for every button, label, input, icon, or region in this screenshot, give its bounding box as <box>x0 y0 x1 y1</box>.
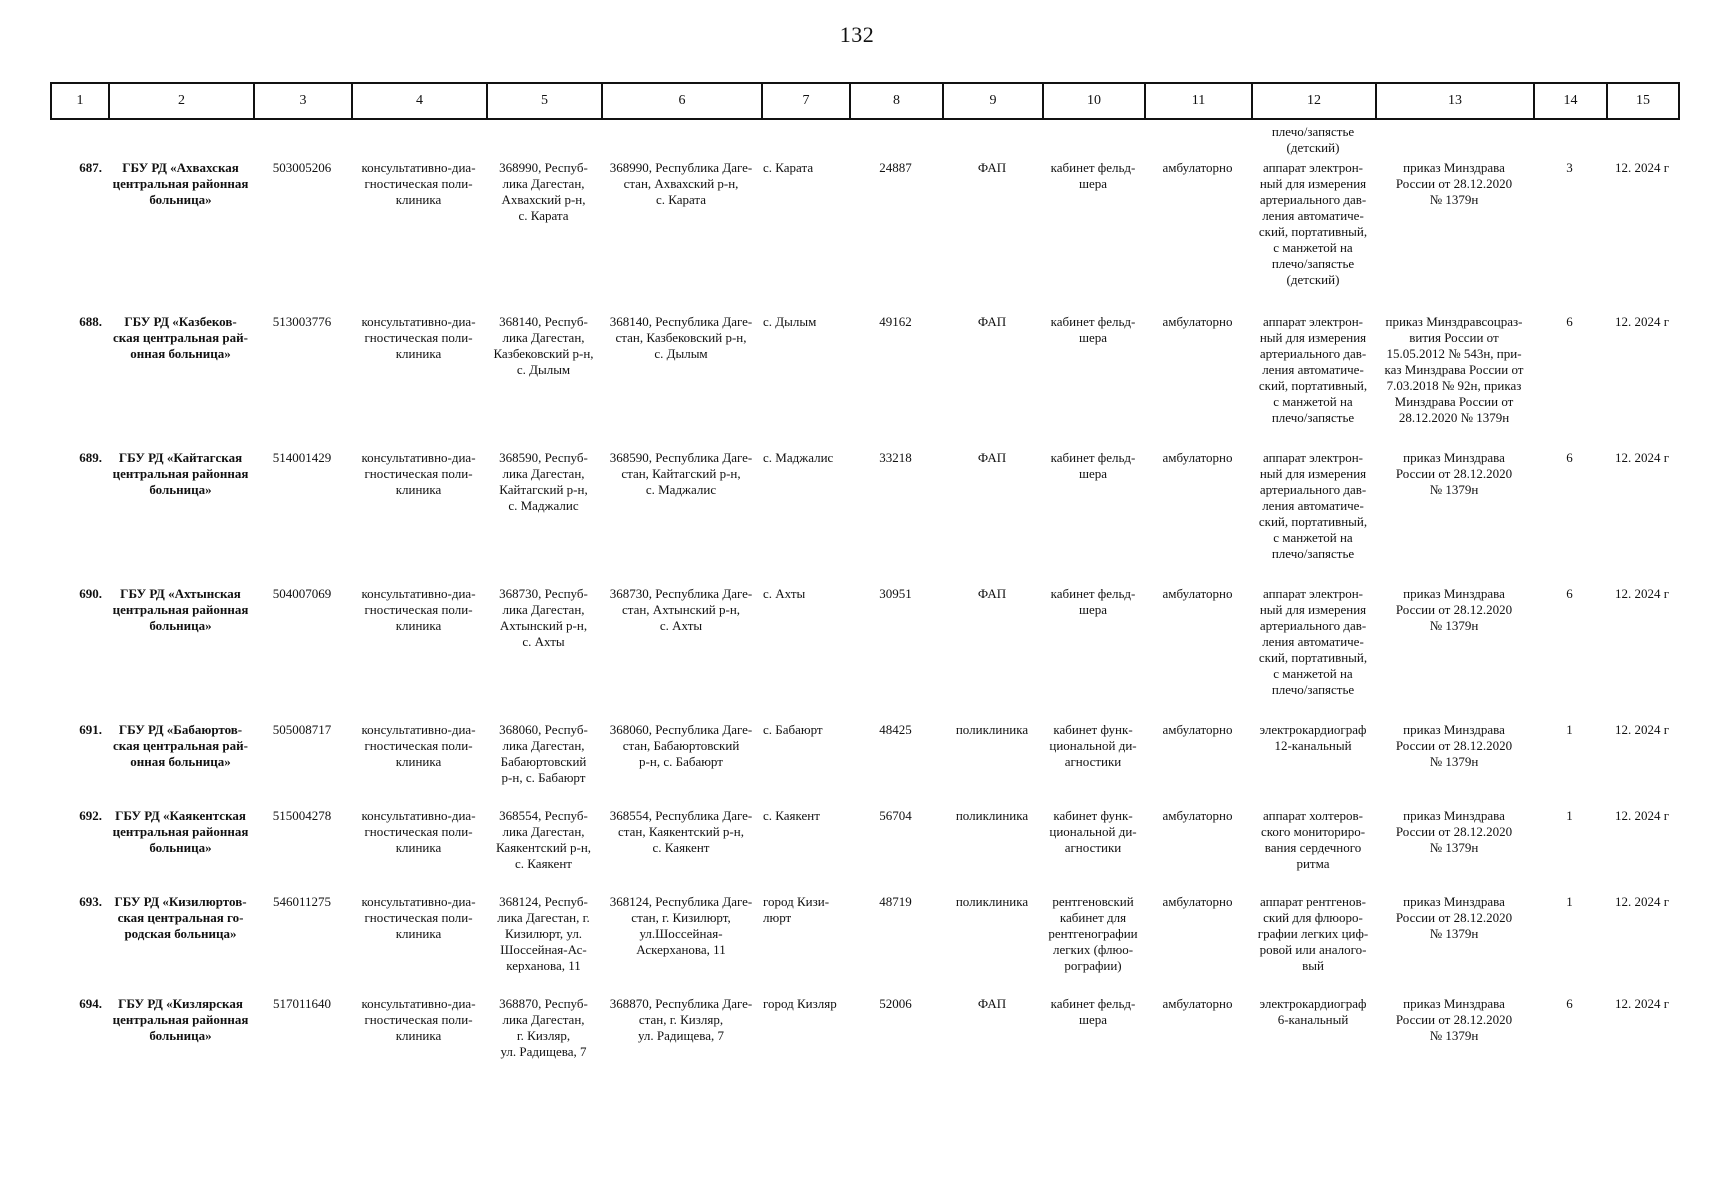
cell-col-10: кабинет фельд- шера <box>1050 996 1136 1027</box>
cell-col-12: аппарат электрон- ный для измерения артериального дав- ления автоматиче- ский, портативный, с манжетой на плечо/запястье <box>1258 450 1368 561</box>
data-table <box>50 124 1678 1076</box>
cell-col-9: ФАП <box>977 314 1007 329</box>
cell-col-8: 52006 <box>879 996 912 1011</box>
cell-col-2: ГБУ РД «Кизлярская центральная районная больница» <box>112 996 249 1043</box>
cell-col-4: консультативно-диа- гностическая поли- клиника <box>361 996 476 1043</box>
cell-col-5: 368990, Респуб- лика Дагестан, Ахвахский р-н, с. Карата <box>499 160 588 223</box>
cell-col-6: 368730, Республика Даге- стан, Ахтынский р-н, с. Ахты <box>609 586 753 633</box>
cell-col-3: 513003776 <box>272 314 332 329</box>
cell-col-7: город Кизи- люрт <box>763 894 830 925</box>
continuation-row <box>50 124 1678 160</box>
cell-col-13: приказ Минздрава России от 28.12.2020 № 1379н <box>1395 808 1513 855</box>
cell-col-11: амбулаторно <box>1162 450 1233 465</box>
cell-col-1: 689. <box>79 450 102 465</box>
cell-col-3: 515004278 <box>272 808 332 823</box>
cell-col-14: 6 <box>1566 586 1573 601</box>
cell-col-12: электрокардиограф 12-канальный <box>1259 722 1367 753</box>
cell-col-1: 687. <box>79 160 102 175</box>
column-header-14: 14 <box>1534 83 1607 119</box>
cell-col-5: 368730, Респуб- лика Дагестан, Ахтынский р-н, с. Ахты <box>499 586 588 649</box>
cell-col-13: приказ Минздравсоцраз- вития России от 15.05.2012 № 543н, при- каз Минздрава России от 7.03.2018 № 92н, приказ Минздрава России от 28.12.2020 № 1379н <box>1384 314 1524 425</box>
cell-col-7: с. Бабаюрт <box>763 722 823 737</box>
cell-col-8: 24887 <box>879 160 912 175</box>
cell-col-6: 368590, Республика Даге- стан, Кайтагский р-н, с. Маджалис <box>609 450 753 497</box>
table-row <box>50 586 1678 722</box>
cell-col-11: амбулаторно <box>1162 996 1233 1011</box>
column-header-5: 5 <box>487 83 602 119</box>
cell-col-13: приказ Минздрава России от 28.12.2020 № 1379н <box>1395 160 1513 207</box>
cell-col-3: 505008717 <box>272 722 332 737</box>
cell-col-13: приказ Минздрава России от 28.12.2020 № 1379н <box>1395 722 1513 769</box>
cell-col-15: 12. 2024 г <box>1614 894 1670 909</box>
cell-col-7: с. Маджалис <box>763 450 834 465</box>
cell-col-7: с. Карата <box>763 160 814 175</box>
column-header-10: 10 <box>1043 83 1145 119</box>
cell-col-1: 691. <box>79 722 102 737</box>
cell-col-1: 690. <box>79 586 102 601</box>
cell-col-13: приказ Минздрава России от 28.12.2020 № 1379н <box>1395 450 1513 497</box>
cell-col-6: 368140, Республика Даге- стан, Казбековский р-н, с. Дылым <box>609 314 753 361</box>
cell-col-10: кабинет фельд- шера <box>1050 586 1136 617</box>
table-row <box>50 450 1678 586</box>
cell-col-3: 517011640 <box>272 996 332 1011</box>
cell-col-15: 12. 2024 г <box>1614 808 1670 823</box>
column-header-7: 7 <box>762 83 850 119</box>
cell-col-11: амбулаторно <box>1162 160 1233 175</box>
cell-col-6: 368870, Республика Даге- стан, г. Кизляр, ул. Радищева, 7 <box>609 996 753 1043</box>
cell-col-11: амбулаторно <box>1162 894 1233 909</box>
cell-col-7: с. Дылым <box>763 314 817 329</box>
column-header-9: 9 <box>943 83 1043 119</box>
cell-col-11: амбулаторно <box>1162 722 1233 737</box>
cell-col-1: 692. <box>79 808 102 823</box>
cell-col-15: 12. 2024 г <box>1614 722 1670 737</box>
cell-col-15: 12. 2024 г <box>1614 586 1670 601</box>
cell-col-10: кабинет фельд- шера <box>1050 450 1136 481</box>
cell-col-6: 368060, Республика Даге- стан, Бабаюртовский р-н, с. Бабаюрт <box>609 722 753 769</box>
cell-col-15: 12. 2024 г <box>1614 450 1670 465</box>
cell-col-2: ГБУ РД «Кизилюртов- ская центральная го- родская больница» <box>114 894 247 941</box>
column-header-6: 6 <box>602 83 762 119</box>
cell-col-7: с. Ахты <box>763 586 806 601</box>
cell-col-9: поликлиника <box>955 722 1029 737</box>
table-row <box>50 808 1678 894</box>
cell-col-8: 48425 <box>879 722 912 737</box>
cell-col-8: 56704 <box>879 808 912 823</box>
cell-col-4: консультативно-диа- гностическая поли- клиника <box>361 722 476 769</box>
column-header-2: 2 <box>109 83 254 119</box>
cell-col-14: 1 <box>1566 722 1573 737</box>
cell-col-14: 3 <box>1566 160 1573 175</box>
table-row <box>50 314 1678 450</box>
cell-col-7: с. Каякент <box>763 808 820 823</box>
table-row <box>50 996 1678 1076</box>
cell-col-4: консультативно-диа- гностическая поли- клиника <box>361 314 476 361</box>
cell-col-10: кабинет функ- циональной ди- агностики <box>1049 808 1137 855</box>
cell-col-1: 688. <box>79 314 102 329</box>
column-header-8: 8 <box>850 83 943 119</box>
cell-col-2: ГБУ РД «Кайтагская центральная районная больница» <box>112 450 249 497</box>
cell-col-2: ГБУ РД «Каякентская центральная районная больница» <box>112 808 249 855</box>
column-header-15: 15 <box>1607 83 1679 119</box>
cell-col-8: 49162 <box>879 314 912 329</box>
cell-col-9: поликлиника <box>955 894 1029 909</box>
cell-col-11: амбулаторно <box>1162 314 1233 329</box>
cell-col-12: аппарат электрон- ный для измерения артериального дав- ления автоматиче- ский, портативный, с манжетой на плечо/запястье <box>1258 586 1368 697</box>
cell-col-10: кабинет функ- циональной ди- агностики <box>1049 722 1137 769</box>
cell-col-15: 12. 2024 г <box>1614 314 1670 329</box>
page-number: 132 <box>839 22 875 47</box>
cell-col-7: город Кизляр <box>763 996 837 1011</box>
cell-col-5: 368140, Респуб- лика Дагестан, Казбековский р-н, с. Дылым <box>493 314 594 377</box>
cell-col-14: 1 <box>1566 894 1573 909</box>
column-header-13: 13 <box>1376 83 1534 119</box>
cell-col-15: 12. 2024 г <box>1614 160 1670 175</box>
cell-col-5: 368554, Респуб- лика Дагестан, Каякентский р-н, с. Каякент <box>495 808 592 871</box>
column-header-3: 3 <box>254 83 352 119</box>
cell-col-10: кабинет фельд- шера <box>1050 160 1136 191</box>
cell-col-8: 33218 <box>879 450 912 465</box>
cell-col-13: приказ Минздрава России от 28.12.2020 № 1379н <box>1395 996 1513 1043</box>
cell-col-2: ГБУ РД «Ахвахская центральная районная больница» <box>112 160 249 207</box>
cell-col-4: консультативно-диа- гностическая поли- клиника <box>361 894 476 941</box>
cell-col-9: ФАП <box>977 160 1007 175</box>
cell-col-11: амбулаторно <box>1162 586 1233 601</box>
cell-col-12: аппарат холтеров- ского мониториро- вания сердечного ритма <box>1260 808 1366 871</box>
cell-col-9: ФАП <box>977 996 1007 1011</box>
table-row <box>50 160 1678 314</box>
cell-col-9: ФАП <box>977 586 1007 601</box>
cell-col-1: 693. <box>79 894 102 909</box>
cell-col-3: 504007069 <box>272 586 332 601</box>
cell-col-6: 368990, Республика Даге- стан, Ахвахский р-н, с. Карата <box>609 160 753 207</box>
cell-col-4: консультативно-диа- гностическая поли- клиника <box>361 808 476 855</box>
cell-col-14: 6 <box>1566 996 1573 1011</box>
cell-col-3: 503005206 <box>272 160 332 175</box>
column-header-12: 12 <box>1252 83 1376 119</box>
cell-col-13: приказ Минздрава России от 28.12.2020 № 1379н <box>1395 586 1513 633</box>
cell-col-14: 1 <box>1566 808 1573 823</box>
cell-col-8: 30951 <box>879 586 912 601</box>
cell-col-5: 368870, Респуб- лика Дагестан, г. Кизляр, ул. Радищева, 7 <box>499 996 588 1059</box>
cell-col-15: 12. 2024 г <box>1614 996 1670 1011</box>
cell-col-1: 694. <box>79 996 102 1011</box>
cell-col-12: аппарат рентгенов- ский для флюоро- графии легких циф- ровой или аналого- вый <box>1257 894 1369 973</box>
column-header-11: 11 <box>1145 83 1252 119</box>
table-header <box>50 82 1680 120</box>
cell-col-3: 514001429 <box>272 450 332 465</box>
cell-col-14: 6 <box>1566 450 1573 465</box>
cell-col-3: 546011275 <box>272 894 332 909</box>
cell-col-8: 48719 <box>879 894 912 909</box>
cell-col-6: 368124, Республика Даге- стан, г. Кизилюрт, ул.Шоссейная- Аскерханова, 11 <box>609 894 753 957</box>
header-row <box>51 83 1679 119</box>
cell-col-5: 368060, Респуб- лика Дагестан, Бабаюртовский р-н, с. Бабаюрт <box>499 722 588 785</box>
cell-col-13: приказ Минздрава России от 28.12.2020 № 1379н <box>1395 894 1513 941</box>
cell-col-10: рентгеновский кабинет для рентгенографии легких (флюо- рографии) <box>1048 894 1138 973</box>
cell-col-4: консультативно-диа- гностическая поли- клиника <box>361 160 476 207</box>
cell-col-12: электрокардиограф 6-канальный <box>1259 996 1367 1027</box>
cell-col-2: ГБУ РД «Бабаюртов- ская центральная рай- онная больница» <box>113 722 248 769</box>
cell-col-5: 368590, Респуб- лика Дагестан, Кайтагский р-н, с. Маджалис <box>499 450 588 513</box>
table-row <box>50 894 1678 996</box>
column-header-1: 1 <box>51 83 109 119</box>
cell-col-4: консультативно-диа- гностическая поли- клиника <box>361 450 476 497</box>
cell-col-9: поликлиника <box>955 808 1029 823</box>
cell-col-10: кабинет фельд- шера <box>1050 314 1136 345</box>
cell-col-2: ГБУ РД «Казбеков- ская центральная рай- онная больница» <box>113 314 248 361</box>
cell-col-4: консультативно-диа- гностическая поли- клиника <box>361 586 476 633</box>
cell-col-12: аппарат электрон- ный для измерения артериального дав- ления автоматиче- ский, портативный, с манжетой на плечо/запястье <box>1258 314 1368 425</box>
continuation-cell: плечо/запястье (детский) <box>1271 124 1355 155</box>
cell-col-6: 368554, Республика Даге- стан, Каякентский р-н, с. Каякент <box>609 808 753 855</box>
cell-col-5: 368124, Респуб- лика Дагестан, г. Кизилюрт, ул. Шоссейная-Ас- керханова, 11 <box>497 894 590 973</box>
cell-col-12: аппарат электрон- ный для измерения артериального дав- ления автоматиче- ский, портативный, с манжетой на плечо/запястье (детский) <box>1258 160 1368 287</box>
cell-col-9: ФАП <box>977 450 1007 465</box>
cell-col-11: амбулаторно <box>1162 808 1233 823</box>
cell-col-2: ГБУ РД «Ахтынская центральная районная больница» <box>112 586 249 633</box>
cell-col-14: 6 <box>1566 314 1573 329</box>
column-header-4: 4 <box>352 83 487 119</box>
table-row <box>50 722 1678 808</box>
